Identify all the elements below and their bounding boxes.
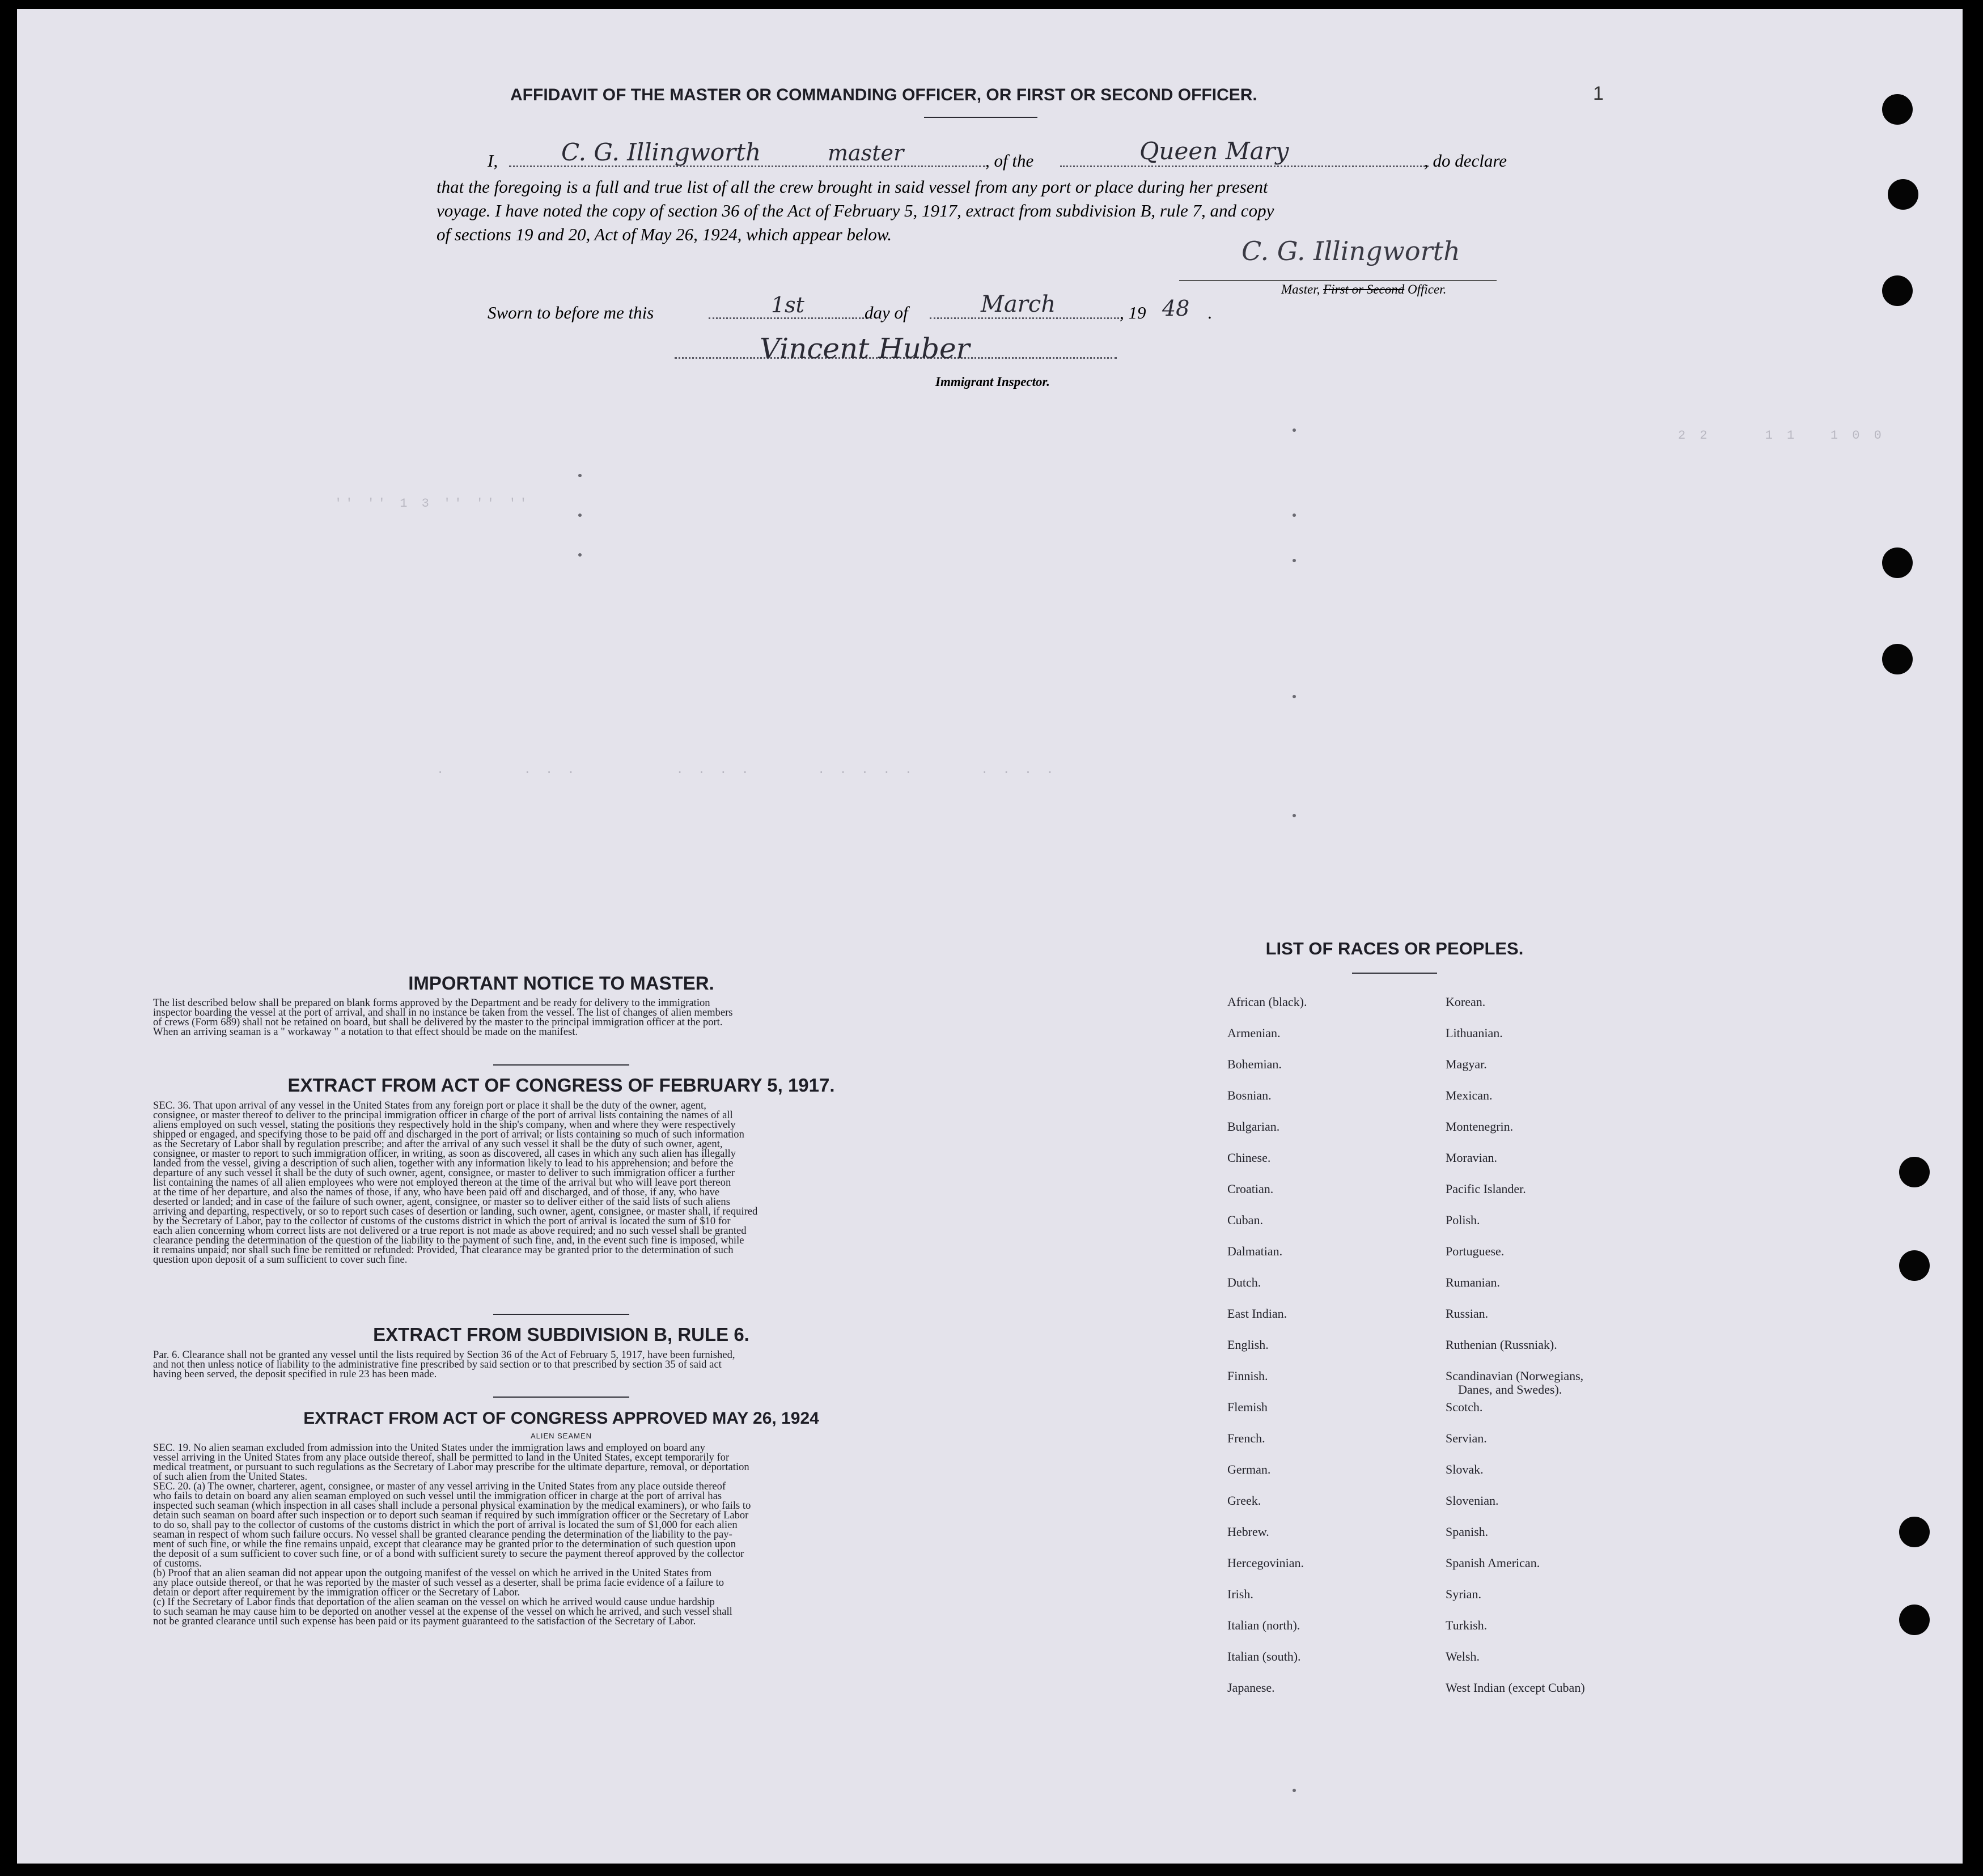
race-item: Irish. [1227, 1587, 1253, 1601]
extract-1924-subtitle: ALIEN SEAMEN [530, 1432, 592, 1440]
label-do-declare: , do declare [1424, 151, 1507, 171]
race-item: Italian (north). [1227, 1618, 1300, 1632]
punch-hole [1899, 1605, 1930, 1635]
race-item: Bosnian. [1227, 1088, 1272, 1102]
speck [1293, 1789, 1296, 1792]
punch-hole [1882, 644, 1913, 674]
master-rank-handwritten: master [828, 141, 904, 165]
label-i: I, [488, 151, 498, 171]
notice-text: The list described below shall be prepared on blank forms approved by the Department and be ready for delivery to the immigration inspector boarding the vessel at the port of arrival, and shall in no instance be taken from the vessel. The list of changes of alien members of crews (Form 689) shall not be retained on board, but shall be delivered by the master to the principal immigration officer at the port. When an arriving seaman is a " workaway " a notation to that effect should be made on the manifest. [153, 997, 733, 1038]
race-item: Magyar. [1446, 1057, 1487, 1071]
race-item: African (black). [1227, 995, 1307, 1009]
month-handwritten: March [981, 291, 1056, 317]
master-caption-prefix: Master, [1281, 282, 1324, 296]
page-mark: 1 [1593, 83, 1604, 104]
speck [1293, 559, 1296, 562]
year-handwritten: 48 [1162, 296, 1190, 321]
race-item: Ruthenian (Russniak). [1446, 1338, 1557, 1352]
punch-hole [1882, 275, 1913, 306]
races-title: LIST OF RACES OR PEOPLES. [1265, 939, 1524, 958]
speck [578, 553, 582, 557]
year-end: . [1207, 303, 1212, 322]
affidavit-body-line: voyage. I have noted the copy of section 36 of the Act of February 5, 1917, extract from subdivision B, rule 7, and copy [437, 201, 1274, 220]
inspector-signature: Vincent Huber [760, 332, 970, 365]
day-blank [709, 317, 867, 319]
speck [1293, 428, 1296, 432]
races-divider [1352, 973, 1437, 974]
year-prefix: , 19 [1120, 303, 1146, 322]
race-item: Mexican. [1446, 1088, 1493, 1102]
master-caption [1281, 282, 1446, 297]
race-item: German. [1227, 1462, 1271, 1476]
race-item: Italian (south). [1227, 1649, 1301, 1663]
vessel-name-handwritten: Queen Mary [1139, 137, 1289, 165]
extract-1917-text: SEC. 36. That upon arrival of any vessel in the United States from any foreign port or place it shall be the duty of the owner, agent, consignee, or master thereof to deliver to the principal immigration officer in charge of the port of arrival lists containing the names of all aliens employed on such vessel, stating the positions they respectively hold in the ship's company, when and where they were respectively shipped or engaged, and specifying those to be paid off and discharged in the port of arrival; or lists containing so much of such information as the Secretary of Labor shall by regulation prescribe; and after the arrival of any such vessel it shall be the duty of such owner, agent, consignee, or master to report to such immigration officer, in writing, as soon as discovered, all cases in which any such alien has illegally landed from the vessel, giving a description of such alien, together with any information likely to lead to his apprehension; and before the departure of any such vessel it shall be the duty of such owner, agent, consignee, or master to deliver to such immigration officer a further list containing the names of all alien employees who were not employed thereon at the time of the arrival but who will leave port thereon at the time of her departure, and also the names of those, if any, who have been paid off and discharged, and of those, if any, who have deserted or landed; and in case of the failure of such owner, agent, consignee, or master so to deliver either of the said lists of such aliens arriving and departing, respectively, or so to report such cases of desertion or landing, such owner, agent, consignee, or master shall, if required by the Secretary of Labor, pay to the collector of customs of the customs district in which the port of arrival is located the sum of $10 for each alien concerning whom correct lists are not delivered or a true report is not made as above required; and no such vessel shall be granted clearance pending the determination of the question of the liability to the payment of such fine, and, in the event such fine is imposed, while it remains unpaid; nor shall such fine be remitted or refunded: Provided, That clearance may be granted prior to the determination of such question upon deposit of a sum sufficient to cover such fine. [153, 1100, 758, 1266]
affidavit-body-line: of sections 19 and 20, Act of May 26, 1924, which appear below. [437, 224, 892, 244]
speck [578, 474, 582, 477]
master-caption-suffix: Officer. [1404, 282, 1447, 296]
punch-hole [1899, 1517, 1930, 1547]
race-item: Japanese. [1227, 1680, 1275, 1695]
affidavit-title: AFFIDAVIT OF THE MASTER OR COMMANDING OFFICER, OR FIRST OR SECOND OFFICER. [510, 86, 1257, 104]
extract-1924-text: SEC. 19. No alien seaman excluded from admission into the United States under the immigration laws and employed on board any vessel arriving in the United States from any place outside thereof, shall be permitted to land in the United States, except temporarily for medical treatment, or pursuant to such regulations as the Secretary of Labor may prescribe for the ultimate departure, removal, or deportation of such alien from the United States. SEC. 20. (a) The owner, charterer, agent, consignee, or master of any vessel arriving in the United States from any place outside thereof who fails to detain on board any alien seaman employed on such vessel until the immigration officer in charge at the port of arrival has inspected such seaman (which inspection in all cases shall include a personal physical examination by the medical examiners), or who fails to detain such seaman on board after such inspection or to deport such seaman if required by such immigration officer or the Secretary of Labor to do so, shall pay to the collector of customs of the customs district in which the port of arrival is located the sum of $1,000 for each alien seaman in respect of whom such failure occurs. No vessel shall be granted clearance pending the determination of the liability to the pay- ment of such fine, or while the fine remains unpaid, except that clearance may be granted prior to the determination of such question upon the deposit of a sum sufficient to cover such fine, or of a bond with sufficient surety to secure the payment thereof approved by the collector of customs. (b) Proof that an alien seaman did not appear upon the outgoing manifest of the vessel on which he arrived in the United States from any place outside thereof, or that he was reported by the master of such vessel as a deserter, shall be prima facie evidence of a failure to detain or deport after requirement by the immigration officer or the Secretary of Labor. (c) If the Secretary of Labor finds that deportation of the alien seaman on the vessel on which he arrived would cause undue hardship to such seaman he may cause him to be deported on another vessel at the expense of the vessel on which he arrived, and such vessel shall not be granted clearance until such expense has been paid or its payment guaranteed to the satisfaction of the Secretary of Labor. [153, 1442, 751, 1627]
punch-hole [1882, 94, 1913, 125]
title-divider [924, 117, 1037, 118]
speck [1293, 513, 1296, 517]
race-item: Russian. [1446, 1306, 1489, 1321]
race-item: Finnish. [1227, 1369, 1268, 1383]
race-item: Scotch. [1446, 1400, 1483, 1414]
master-signature: C. G. Illingworth [1242, 236, 1460, 266]
race-item: Dalmatian. [1227, 1244, 1283, 1258]
extract-rule-title: EXTRACT FROM SUBDIVISION B, RULE 6. [373, 1324, 749, 1345]
race-item: Bohemian. [1227, 1057, 1282, 1071]
master-signature-line [1179, 280, 1497, 281]
extract-1924-title: EXTRACT FROM ACT OF CONGRESS APPROVED MAY 26, 1924 [303, 1409, 819, 1428]
race-item: West Indian (except Cuban) [1446, 1680, 1585, 1695]
race-item: Slovenian. [1446, 1493, 1499, 1508]
race-item: Armenian. [1227, 1026, 1281, 1040]
vessel-blank [1060, 165, 1429, 167]
punch-hole [1882, 547, 1913, 578]
race-item: Flemish [1227, 1400, 1268, 1414]
section-divider [493, 1397, 629, 1398]
punch-hole [1899, 1250, 1930, 1281]
notice-title: IMPORTANT NOTICE TO MASTER. [408, 973, 714, 994]
race-item: Hebrew. [1227, 1525, 1269, 1539]
punch-hole [1899, 1157, 1930, 1187]
section-divider [493, 1064, 629, 1066]
race-item: Moravian. [1446, 1151, 1498, 1165]
race-item: Chinese. [1227, 1151, 1271, 1165]
race-item: Spanish. [1446, 1525, 1489, 1539]
day-handwritten: 1st [771, 292, 804, 317]
races-col-1 [1227, 995, 1307, 1712]
race-item: Bulgarian. [1227, 1119, 1280, 1134]
race-item: Hercegovinian. [1227, 1556, 1304, 1570]
race-item: Portuguese. [1446, 1244, 1505, 1258]
bleed-through-text: 2 2 1 1 1 0 0 [1678, 428, 1885, 443]
section-divider [493, 1314, 629, 1315]
race-item: Rumanian. [1446, 1275, 1500, 1289]
race-item: Pacific Islander. [1446, 1182, 1526, 1196]
speck [578, 513, 582, 517]
race-item: Syrian. [1446, 1587, 1481, 1601]
speck [1293, 814, 1296, 817]
race-item: Greek. [1227, 1493, 1261, 1508]
label-of-the: , of the [985, 151, 1034, 171]
race-item: Montenegrin. [1446, 1119, 1514, 1134]
sworn-label: Sworn to before me this [488, 303, 654, 322]
race-item: Spanish American. [1446, 1556, 1540, 1570]
month-blank [930, 317, 1122, 319]
race-item: Cuban. [1227, 1213, 1263, 1227]
race-item: English. [1227, 1338, 1269, 1352]
extract-rule-text: Par. 6. Clearance shall not be granted any vessel until the lists required by Section 36 of the Act of February 5, 1917, have been furnished, and not then unless notice of liability to the administrative fine prescribed by said section or to that prescribed by section 35 of said act having been served, the deposit specified in rule 23 has been made. [153, 1349, 735, 1380]
races-col-2 [1446, 995, 1585, 1712]
race-item: Dutch. [1227, 1275, 1261, 1289]
race-item: Lithuanian. [1446, 1026, 1503, 1040]
race-item: French. [1227, 1431, 1265, 1445]
affidavit-body-line: that the foregoing is a full and true list of all the crew brought in said vessel from any port or place during her present [437, 177, 1268, 197]
punch-hole [1888, 179, 1918, 210]
race-item: East Indian. [1227, 1306, 1287, 1321]
race-item: Croatian. [1227, 1182, 1274, 1196]
race-item: Turkish. [1446, 1618, 1488, 1632]
race-item: Servian. [1446, 1431, 1487, 1445]
race-item: Korean. [1446, 995, 1486, 1009]
master-name-handwritten: C. G. Illingworth [561, 138, 761, 166]
race-item: Slovak. [1446, 1462, 1484, 1476]
master-caption-struck: First or Second [1323, 282, 1405, 296]
inspector-caption: Immigrant Inspector. [935, 375, 1050, 389]
race-item: Welsh. [1446, 1649, 1480, 1663]
bleed-through-text: . . . . . . . . . . . . . . . . . [437, 763, 1057, 777]
day-of-label: day of [865, 303, 908, 322]
bleed-through-text: '' '' 1 3 '' '' '' [334, 496, 531, 511]
speck [1293, 695, 1296, 698]
extract-1917-title: EXTRACT FROM ACT OF CONGRESS OF FEBRUARY 5, 1917. [287, 1075, 835, 1096]
form-sheet [17, 9, 1963, 1864]
race-item: Polish. [1446, 1213, 1480, 1227]
race-item: Scandinavian (Norwegians, Danes, and Swedes). [1446, 1369, 1584, 1397]
